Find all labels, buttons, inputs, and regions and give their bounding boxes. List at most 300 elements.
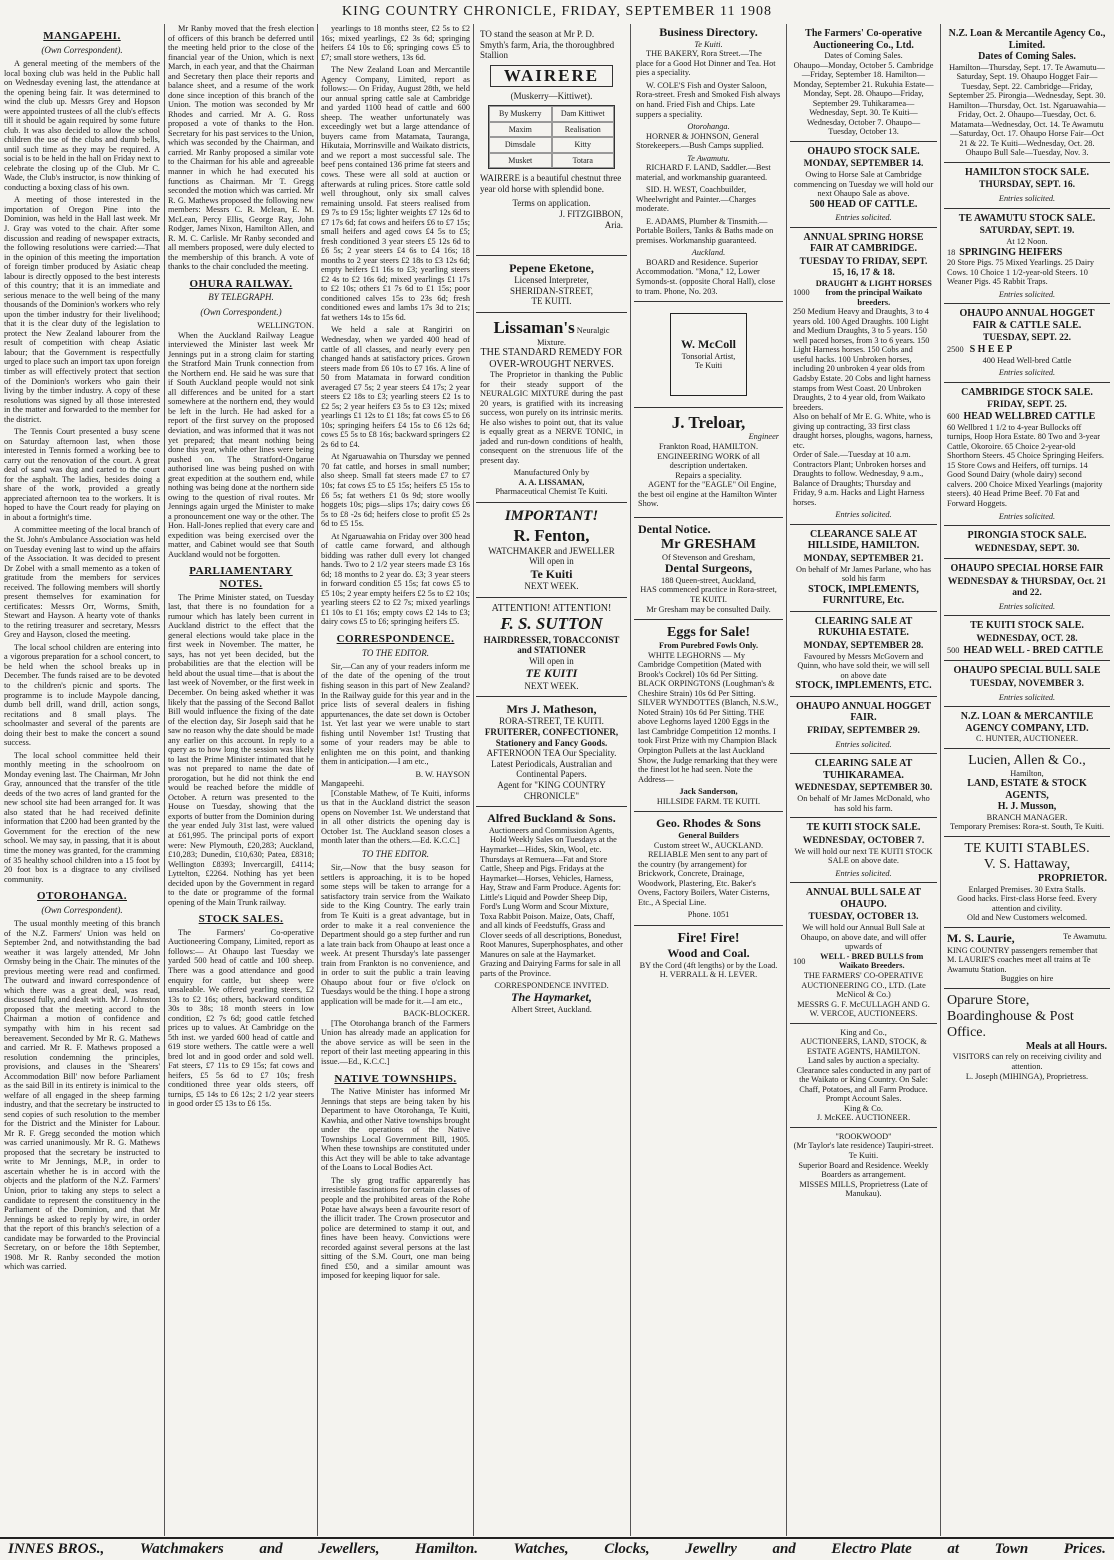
ad-text: Aria. [604,219,623,230]
footer-word: at [947,1541,959,1557]
mccoll-ad [634,302,783,408]
sale-notice [790,818,937,883]
ad-title: "ROOKWOOD" [835,1131,892,1141]
sale-date: THURSDAY, SEPT. 16. [979,180,1075,191]
sale-date: WEDNESDAY, OCTOBER 7. [802,835,925,846]
ad-text: Jack Sanderson, [679,787,738,797]
ad-text: (Muskerry—Kittiwet). [510,90,593,101]
sale-date: WEDNESDAY & THURSDAY, Oct. 21 and 22. [947,576,1107,598]
ad-text: Latest Periodicals, Australian and Continental Papers. [491,758,612,780]
rhodes-ad [634,812,783,926]
sale-text: STOCK, IMPLEMENTS, FURNITURE, Etc. [808,583,919,607]
ad-text: LAND, ESTATE & STOCK AGENTS, [967,778,1087,801]
ad-tagline: THE STANDARD REMEDY FOR OVER-WROUGHT NERVES. [480,347,623,370]
ad-text: KING COUNTRY passengers remember that M. LAURIE'S coaches meet all trains at Te Awamutu Station. [947,945,1098,974]
nzla-header [944,24,1110,163]
ad-title: M. S. Laurie, [947,930,1015,945]
ad-text: WHITE LEGHORNS — My Cambridge Competition (Mated with Brook's Cockrel) 10s 6d Per Sitting. BLACK ORPINGTONS (Loughman's & Cheshire Strain) 10s 6d Per Sitting. SILVER WYNDOTTES (Blanch, N.S.W., Noted Strain) 10s 6d Per Sitting. THE above Leghorns layed 1200 Eggs in the last Cambridge Competition 12 months. I took First Prize with my Champion Black Orpington Pullets at the last Auckland Show, the Judge remarking that they were the finest lot he had seen. Note the Address— [638,650,779,784]
sale-text: MESSRS G. F. McCULLAGH AND G. W. VERCOE, AUCTIONEERS. [797,999,930,1019]
treloar-ad [634,408,783,518]
sale-text: Owing to Horse Sale at Cambridge commencing on Tuesday we will hold our next Ohaupo Sale as above. [793,170,934,199]
sale-text: We will hold our next TE KUITI STOCK SALE on above date. [794,846,933,866]
ad-text: Good hacks. First-class Horse feed. Every attention and civility. [957,894,1097,913]
article-paragraph: Mr Ranby moved that the fresh election of officers of this branch be deferred until the meeting held prior to the close of the financial year of the Union, which is next March, in each year, and that the Chairman and Secretary then place their reports and balance sheet, and a resume of the work done since inception of this branch of the Union. The motion was seconded by Mr Rhodes and carried. Mr A. G. Ross proposed a vote of thanks to the Hon. Secretary for his past services to the Union, which was seconded by the Chairman, and carried. Mr Ranby proposed a similar vote to the Chairman for his able and agreeable manner in which he had executed his functions as Chairman. Mr T. Gregg seconded the motion which was carried. Mr R. G. Mathews proposed the following new members: Messrs C. R. Mclean, E. M. McLean, Percy Ellis, George Ray, John Rodger, James Nixon, Hamilton Allen, and R. M. C. Carlisle. Mr Ranby seconded and all members proposed, were duly elected to the membership of this branch. A vote of thanks to the chair concluded the meeting. [168,24,314,272]
sale-title: OHAUPO ANNUAL HOGGET FAIR & CATTLE SALE. [959,308,1095,331]
ad-text: Old and New Customers welcomed. [966,913,1088,923]
fca-header [790,24,937,142]
sale-title: OHAUPO STOCK SALE. [807,145,920,157]
sale-notice [944,616,1110,661]
article-paragraph: The sly grog traffic apparently has irresistible fascinations for certain classes of people and the prohibited areas of the Rohe Potae have always been a favourite resort of the illicit trader. The Crown prosecutor and police are determined to stamp it out, and fines have been heavy. Convictions were recorded against several persons at the last sitting of the S.M. Court, one man being fined £50, and a similar amount was imposed for keeping liquor for sale. [321,1175,470,1281]
ad-text: FRUITERER, CONFECTIONER, Stationery and Fancy Goods. [484,726,619,748]
ad-text: PROPRIETOR. [1038,873,1107,885]
ad-title: J. Treloar, [671,412,746,432]
sale-text: THE FARMERS' CO-OPERATIVE AUCTIONEERING CO., LTD. (Late McNicol & Co.) [801,970,926,1000]
sale-notice [790,228,937,525]
sale-notice [790,697,937,754]
article-paragraph: The Native Minister has informed Mr Jennings that steps are being taken by his Department to have Otorohanga, Te Kuiti, Kawhia, and other Native townships brought under the operations of the Native Townships Local Government Bill, 1905. When these townships are constituted under this Act they will be able to take advantage of the Loans to Local Bodies Act. [321,1087,470,1173]
correspondent-line: (Own Correspondent). [41,904,123,915]
entries-solicited: Entries solicited. [998,511,1056,521]
ad-text: 188 Queen-street, Auckland, [661,575,756,585]
footer-word: Jewellers, [318,1541,380,1557]
sale-date: TUESDAY, OCTOBER 13. [808,912,919,923]
ad-text: TO stand the season at Mr P. D. Smyth's farm, Aria, the thoroughbred Stallion [480,29,615,61]
rookwood-ad [790,1128,937,1203]
pepene-ad [476,256,627,313]
column-7 [944,24,1110,1534]
sale-title: CLEARANCE SALE AT HILLSIDE, HAMILTON. [807,528,920,552]
sale-notice [944,304,1110,382]
dateline: WELLINGTON. [257,321,314,331]
eggs-ad [634,620,783,812]
column-6 [790,24,937,1534]
ad-title: Fire! Fire! [677,930,740,946]
article-paragraph: yearlings to 18 months steer, £2 5s to £2 16s; mixed yearlings, £2 3s 6d; springing heifers £4 10s to £6; springing cows £5 to £7; small store wethers, 13s 6d. [321,24,470,62]
column-rule [786,24,787,1536]
sale-date: WEDNESDAY, SEPTEMBER 30. [794,783,933,794]
ad-text: HILLSIDE FARM. TE KUITI. [656,796,761,806]
editor-note: [Constable Mathew, of Te Kuiti, informs us that in the Auckland district the season opens on November 1st. We understand that in all other districts the opening day is October 1st. The Auckland season closes a month later than the others.—Ed. K.C.C.] [321,788,470,846]
correspondent-line: (Own Correspondent). [41,44,123,55]
sale-text: On behalf of Mr James McDonald, who has sold his farm. [797,794,930,813]
sale-text: 250 Medium Heavy and Draughts, 3 to 4 years old. 100 Aged Draughts. 100 Light and Medium Draughts, 3 to 5 years. 150 well paced horses, from 3 to 6 years. 150 Light Harness horses. 150 Cobs and useful hacks. 100 Unbroken horses, including 20 unbroken 4 year olds from Gadsby Estate. 20 Cobs and light harness stamps from West Coast. 20 Unbroken Draughts, 2 to 4 year old, from Waikato breeders. [793,307,931,412]
sale-notice [790,525,937,612]
ad-headline: IMPORTANT! [504,507,599,524]
footer-word: Clocks, [604,1541,650,1557]
column-rule [164,24,165,1536]
footer-word: Hamilton. [415,1541,478,1557]
pedigree-cell: Kitty [552,137,615,152]
sale-count: 1000 [793,288,810,298]
ad-text: Hamilton, [1010,768,1044,778]
entries-solicited: Entries solicited. [835,739,892,749]
ad-text: Tonsorial Artist, [681,351,736,361]
pedigree-table [488,105,615,169]
ad-title: Pepene Eketone, [509,261,594,275]
pedigree-cell: Totara [552,153,615,168]
article-paragraph: The New Zealand Loan and Mercantile Agency Company, Limited, report as follows:— On Friday, August 28th, we held our annual spring cattle sale at Cambridge and yarded 1100 head of cattle and 600 sheep. The weather unfortunately was exceedingly wet but a large attendance of buyers came from Matamata, Tauranga, Hikutaia, Morrinsville and Waikato districts, and we report a most successful sale. The beef pens contained 136 prime fat steers and cows. These were all sold at auction or afterwards at ruling prices. Store cattle sold well throughout, only six small calves remaining unsold. Fat steers realised from £9 7s to £9 15s; lighter weights £7 12s 6d to £7 17s 6d; fat cows and heifers £6 to £7 15s; small heifers and aged cows £4 5s to £5; fresh conditioned 3 year steers £5 12s 6d to £6 5s; 2 year steers £4 6s to £4 16s; 18 months to 2 year steers £2 18s to £3 12s 6d; empty heifers £1 16s to £3; yearling steers £2 4s to £2 16s 6d; mixed yearlings £1 17s to £2 10s; others £1 7s 6d to £1 15s; poor conditioned calves 15s to 23s 6d; fresh conditioned ewes and lambs 17s 3d to 21s; fat wethers 14s to 15s 6d. [321,65,470,322]
sale-text: 500 HEAD OF CATTLE. [809,198,918,210]
sale-title: TE AWAMUTU STOCK SALE. [958,212,1096,224]
parliamentary-heading: PARLIAMENTARY NOTES. [189,565,293,591]
fenton-ad [476,503,627,598]
sale-text: 60 Wellbred 1 1/2 to 4-year Bullocks off turnips, Hoop Hora Estate. 80 Two and 3-year Cattle, Okoroire. 65 Choice 2-year-old Shorthorn Steers. 45 Choice Springing Heifers. 15 Store Cows and Heifers, off turnips. 14 Good Sound Dairy (whole dairy) second calvers. 200 Choice Mixed Yearlings (majority steers). 40 Head Prime Beef. 70 Fat and Forward Hoggets. [947,422,1104,508]
column-3 [321,24,470,1534]
sale-text: On behalf of Mr James Parlane, who has sold his farm [795,564,932,584]
sale-count: 600 [947,412,960,422]
sale-notice [790,883,937,1023]
sale-notice [944,209,1110,305]
ad-text: RORA-STREET, TE KUITI. [499,716,604,727]
ad-title: Eggs for Sale! [667,625,750,641]
ad-text: Pharmaceutical Chemist Te Kuiti. [495,487,608,497]
king-ad [790,1024,937,1128]
ad-title: Mrs J. Matheson, [506,702,597,717]
ad-text: L. Joseph (MIHINGA), Proprietress. [965,1071,1089,1081]
ad-title: R. Fenton, [513,525,590,545]
sale-date: WEDNESDAY, SEPT. 30. [974,543,1080,554]
ad-text: Auctioneers and Commission Agents, [488,825,615,835]
ad-title: TE KUITI STABLES. [964,840,1090,856]
sale-date: MONDAY, SEPTEMBER 14. [803,159,924,170]
letter-signature: B. W. HAYSON [415,769,470,779]
mangapeehi-heading: MANGAPEHI. [43,30,121,42]
ad-text: General Builders [678,831,739,840]
ad-text: N.Z. LOAN & MERCANTILE AGENCY COMPANY, LTD. [960,711,1094,734]
to-editor-line: TO THE EDITOR. [362,647,429,658]
sale-date: TUESDAY, SEPT. 22. [982,333,1072,344]
ad-text: H. VERRALL & H. LEVER. [659,970,758,980]
column-5 [634,24,783,1534]
masthead: KING COUNTRY CHRONICLE, FRIDAY, SEPTEMBER 11 1908 [342,4,772,19]
ad-text: A. A. LISSAMAN, [518,477,585,487]
column-rule [940,24,941,1536]
footer-word: Prices. [1063,1541,1106,1557]
sale-head: HEAD WELLBRED CATTLE [963,411,1096,423]
ad-headline: ATTENTION! ATTENTION! [491,602,612,614]
ad-text: Te Awamutu. [1063,931,1107,941]
pedigree-cell: Dimsdale [489,137,552,152]
sale-count: 500 [947,645,960,655]
sale-head: DRAUGHT & LIGHT HORSES from the principal Waikato breeders. [815,278,932,307]
sale-notice [944,661,1110,707]
sale-notice [944,526,1110,559]
dates-heading: Dates of Coming Sales. [824,51,903,60]
footer-banner [0,1537,1114,1559]
editor-note: [The Otorohanga branch of the Farmers Union has already made an application for the above service as will be seen in the report of their last meeting appearing in this issue.—Ed., K.C.C.] [321,1018,470,1066]
sale-title: OHAUPO SPECIAL HORSE FAIR [950,563,1104,575]
ad-text: Buggies on hire [1000,974,1054,984]
sale-notice [790,612,937,697]
ad-text: Land sales by auction a specialty. Clearance sales conducted in any part of the Waikato or King Country. On Sale: Chaff, Potatoes, and all Farm Produce. Prompt Account Sales. [796,1056,931,1104]
ad-text: Repairs a speciality. [675,470,742,480]
article-paragraph: The Prime Minister stated, on Tuesday last, that there is no foundation for a rumour which has lately been current in Auckland district to the effect that the general elections would take place in the first week in November. The matter, he says, has not yet been decided, but the probabilities are that the election will be held about the usual time—that is about the last week of November, or the first week in December. On being asked whether it was likely that the passing of the Second Ballot Bill would influence the fixing of the date of the election day, Sir Joseph said that he saw no reason why the date should be made any earlier on this account. In reply to a query as to how long the session was likely to last the Prime Minister intimated that he was not prepared to name the date of prorogation, but he did not think the end would be reached before the middle of October. A return was presented to the House on Tuesday, showing that the exports of butter from the Dominion during the year ended July 31st last, were valued at £61,995. The principal ports of export were: New Plymouth, £20,283; Auckland, £10,283; Dunedin, £10,630; Patea, £8318; Wellington £8393; Invercargill, £4114; Lyttelton, £2264. Nothing has yet been decided upon by the Government in regard to the date or programme of the formal opening of the Main Trunk railway. [168,592,314,907]
ad-title: King and Co., [840,1027,887,1037]
letter-paragraph: Sir,—Can any of your readers inform me of the date of the opening of the trout fishing season in this part of New Zealand? In the Railway guide for this year and in the price lists of several dealers in fishing appurtenances, the date set down is October 1st. Yet last year we were unable to start fishing until November 1st! Trusting that some of your readers may be able to enlighten me on this point, and thanking them in anticipation.—I am etc., [321,661,470,767]
letter-place: Mangapeehi. [321,779,365,789]
directory-entry: W. COLE'S Fish and Oyster Saloon, Rora-street. Fresh and Smoked Fish always on hand. Fried Fish and Chips. Late suppers a speciality. [636,80,781,119]
sale-title: CAMBRIDGE STOCK SALE. [961,386,1093,398]
correspondent-line: (Own Correspondent.) [200,306,282,317]
pedigree-cell: Maxim [489,122,552,137]
ad-text: Te Kuiti [530,566,573,581]
ad-text: TE KUITI. [531,296,572,307]
pedigree-cell: Dam Kittiwet [552,106,615,121]
ad-text: NEXT WEEK. [524,680,579,691]
letter-paragraph: Sir,—Now that the busy season for settlers is approaching, it is to be hoped some steps will be taken to arrange for a satisfactory train service from the Waikato side to the King Country. The early train from Te Kuiti is a great advantage, but in order to make it a real convenience the Department should go a step further and run a late train back from Ohaupo at least once a week. At present Thursday's late passenger train from Frankton is no convenience, and in order to suit the public a train leaving Ohaupo about four or five o'clock on Tuesdays would be the thing. I hope a strong application will be made for it.—I am etc., [321,863,470,1006]
town-head: Auckland. [691,248,726,258]
stables-ad [944,837,1110,928]
ad-text: SHERIDAN-STREET, [509,285,594,296]
gresham-ad [634,518,783,620]
entries-solicited: Entries solicited. [998,368,1056,378]
ad-text: RELIABLE Men sent to any part of the country (by arrangement) for Brickwork, Concrete, Drainage, Woodwork, Plastering, Etc. Baker's Ovens, Factory Boilers, Water Cisterns, Etc., A Special Line. [638,850,770,907]
sale-time: At 12 Noon. [1006,237,1048,247]
ad-text: Licensed Interpreter, [514,275,589,286]
oparure-ad [944,989,1110,1085]
sale-text: Order of Sale.—Tuesday at 10 a.m. Contractors Plant; Unbroken horses and Draughts to follow. Wednesday, 9 a.m., Balance of Draughts; Thursday and Friday, 9 a.m. Hacks and Light Harness horses. [793,450,926,507]
fire-ad [634,926,783,985]
ad-text: NEXT WEEK. [524,581,579,592]
ad-text: Hold Weekly Sales on Tuesdays at the Haymarket—Hides, Skin, Wool, etc. Thursdays at Remuera—Fat and Store Cattle, Sheep and Pigs. Fridays at the Haymarket—Horses, Vehicles, Harness, Hay, Straw and Farm Produce. Agents for: Little's Liquid and Powder Sheep Dip, Ford's Lung Worm and Scour Mixture, Toxa Rabbit Poison. Maize, Oats, Chaff, and all kinds of Feedstuffs, Grass and Clover seeds of all descriptions, Bonedust, Root Manures, Superphosphates, and other Manures on sale at the Haymarket. Grazing and Dairying Farms for sale in all parts of the Province. [480,835,623,978]
ad-title: Geo. Rhodes & Sons [656,816,761,831]
correspondence-heading: CORRESPONDENCE. [336,632,455,645]
entries-solicited: Entries solicited. [835,868,892,878]
sale-count: 2500 [947,345,964,355]
sale-date: FRIDAY, SEPT. 25. [987,400,1067,411]
sale-head: SPRINGING HEIFERS [959,246,1063,258]
ad-text: King & Co. [844,1103,883,1113]
ad-text: MISSES MILLS, Proprietress (Late of Manukau). [799,1179,928,1199]
ad-text: The Haymarket, [511,989,592,1004]
sale-head: S H E E P [969,344,1013,356]
footer-word: and [259,1541,283,1557]
directory-entry: RICHARD F. LAND, Saddler.—Best material, and workmanship guaranteed. [636,163,771,182]
article-paragraph: We held a sale at Rangiriri on Wednesday, when we yarded 400 head of cattle of all classes, and nearly every pen changed hands at satisfactory prices. Grown steers made from £6 10s to £7 16s. A line of 50 from Matamata in forward condition averaged £7 5s; 2 year steers £4 17s; 2 year steers £2 18s to £3; yearling steers £2 1s to £2 5s; 2 year heifers £3 5s to £3 12s; mixed yearlings £1 12s to £1 18s; fat cows £5 to £6 10s; springing heifers £4 15s to £6 12s 6d; cows £5 5s to £8 16s; backward springers £2 2s 6d to £4. [321,325,470,449]
article-paragraph: At Ngaruawahia on Thursday we penned 70 fat cattle, and horses in small number; also sheep. Small fat steers made £7 to £7 10s; fat cows £5 to £5 15s; heifers £5 15s to £6 5s; fat wethers £1 0s 9d; store woolly hoggets 10s; pigs—slips 17s; dairy cows £6 5s to £8 -2s 6d; heifers close to profit £5 2s 6d to £5 15s. [321,452,470,529]
sale-notice [944,559,1110,616]
ad-headline: Dental Notice. [638,521,711,536]
ad-text: BRANCH MANAGER. [986,812,1068,822]
sale-title: TE KUITI STOCK SALE. [970,620,1084,632]
sale-title: TE KUITI STOCK SALE. [806,822,921,834]
column-2 [168,24,314,1534]
sale-text: Also on behalf of Mr E. G. White, who is giving up contracting, 33 first class draught horses, ploughs, wagons, harness, etc. [793,412,933,450]
article-paragraph: The Farmers' Co-operative Auctioneering Company, Limited, report as follows:— At Ohaupo last Tuesday we yarded 500 head of cattle and 100 sheep. There was a good attendance and good enquiry for cattle, but sheep were unsaleable. We offered yearling steers, £2 13s to £2 16s; others, backward condition 30s to 38s; 18 month steers in low condition, £2 7s 6d; good cattle fetched prices up to values. At Cambridge on the 5th inst. we yarded 600 head of cattle and 619 store wethers. The cattle were a well bred lot and in good order and sold well. Fat steers, £7 11s to £9 15s; fat cows and heifers, £5 5s 6d to £7 10s; fresh conditioned three year olds steers, off turnips, £5 14s to £6 12s; 2 1/2 year steers in good order £5 13s to £6 15s. [168,927,314,1109]
ad-text: AUCTIONEERS, LAND, STOCK, & ESTATE AGENTS, HAMILTON. [800,1037,927,1056]
town-head: Otorohanga. [687,122,730,132]
directory-entry: THE BAKERY, Rora Street.—The place for a Good Hot Dinner and Tea. Hot pies a speciality. [636,49,776,78]
ad-text: Superior Board and Residence. Weekly Boarders as arrangement. [798,1160,929,1180]
ad-text: Agent for "KING COUNTRY CHRONICLE" [497,779,606,801]
ad-title: Lissaman's [493,317,575,337]
otorohanga-heading: OTOROHANGA. [37,890,127,903]
dates-heading: Dates of Coming Sales. [978,51,1076,62]
directory-entry: HORNER & JOHNSON, General Storekeepers.—Bush Camps supplied. [636,131,764,151]
sale-title: ANNUAL BULL SALE AT OHAUPO. [805,887,922,910]
ad-title: F. S. SUTTON [500,614,603,634]
article-paragraph: The Tennis Court presented a busy scene on Saturday afternoon last, when those interested in Tennis formed a working bee to carry out the renovation of the court. A great deal of sand was dug and carted to the court for the asphalt. The ladies, besides doing a share of the work, provided a greatly appreciated afternoon tea to the workers. It is hoped to have the Court ready for playing on in about a fortnight's time. [4,427,160,522]
ad-text: The Proprietor in thanking the Public for their steady support of the NEURALGIC MIXTURE during the past 20 years, is gratified with its increasing success, won purely on its intrinsic merits. He also wishes to point out, that its value is equally great as a NERVE TONIC, in jaded and run-down conditions of health, consequent on the strenuous life of the present day. [480,370,623,465]
sutton-ad [476,598,627,697]
ad-text: Mr Gresham may be consulted Daily. [646,604,771,614]
sale-text: Favoured by Messrs McGovern and Quinn, who have sold their, we will sell on above date [797,651,930,680]
entries-solicited: Entries solicited. [835,213,892,223]
ad-text: AFTERNOON TEA Our Speciality. [486,748,617,759]
letter-signature: BACK-BLOCKER. [403,1009,470,1019]
sale-title: CLEARING SALE AT TUHIKARAMEA. [814,758,913,781]
buckland-ad [476,807,627,1019]
footer-word: Electro Plate [831,1541,912,1557]
sale-text: 20 Store Pigs. 75 Mixed Yearlings. 25 Dairy Cows. 10 Choice 1 1/2-year-old Steers. 10 Weaner Pigs. 45 Rabbit Traps. [947,258,1095,287]
footer-word: Town [994,1541,1029,1557]
ad-text: VISITORS can rely on receiving civility and attention. [952,1052,1102,1071]
ad-title: Lucien, Allen & Co., [968,752,1086,768]
sale-notice [944,163,1110,209]
footer-word: and [772,1541,796,1557]
pedigree-cell: Realisation [552,122,615,137]
sale-notice [944,383,1110,526]
telegraph-line: BY TELEGRAPH. [208,292,274,303]
sale-date: TUESDAY TO FRIDAY, SEPT. 15, 16, 17 & 18. [799,256,928,278]
article-paragraph: A meeting of those interested in the importation of Oregon Pine into the Dominion, was held in the Hall last week. Mr J. Gray was voted to the chair. After some discussion and reading of newspaper extracts, the following resolutions were carried:—That in the opinion of this meeting the importation of foreign timber produced by Asiatic cheap labour is directly opposed to the best interests of this country; that it is an immediate and serious menace to the well being of the many thousands of the Dominion's workers who rely upon the timber industry for their livelihood; that it is the clear duty of the legislation to protect the New Zealand labourer from the result of competition with cheap Asiatic labour; that the Government is respectfully urged to place such an import tax upon foreign timber as will effectively protect that section of the Dominion's workers who gain their living by the timber industry. A copy of these resolutions was signed by all those interested in the matter and forwarded to the member for the district. [4,195,160,424]
sale-title: CLEARING SALE AT RUKUHIA ESTATE. [814,615,913,639]
directory-entry: BOARD and Residence. Superior Accommodation. "Mona," 12, Lower Symonds-st. (opposite Choral Hall), close to tram. Phone, No. 203. [636,257,776,296]
ad-text: J. FITZGIBBON, [559,209,623,220]
ad-text: Phone. 1051 [687,910,730,920]
ad-text: TE KUITI [525,666,578,681]
sale-notice [790,142,937,228]
ad-text: AGENT for the "EAGLE" Oil Engine, the best oil engine at the Hamilton Winter Show. [638,480,777,509]
ad-box [670,313,747,396]
pedigree-cell: By Muskerry [489,106,552,121]
sale-date: MONDAY, SEPTEMBER 28. [803,640,924,651]
directory-entry: SID. H. WEST, Coachbuilder, Wheelwright and Painter.—Charges moderate. [636,185,756,214]
sale-text: STOCK, IMPLEMENTS, ETC. [795,680,932,692]
sale-count: 18 [947,247,956,257]
ad-title: WAIRERE [490,65,613,87]
column-1 [4,24,160,1534]
nzla-footer [944,707,1110,749]
ad-text: BY the Cord (4ft lengths) or by the Load. [639,960,778,970]
sale-text: We will hold our Annual Bull Sale at Ohaupo, on above date, and will offer upwards of [800,923,927,952]
stock-sales-heading: STOCK SALES. [198,913,284,926]
native-townships-heading: NATIVE TOWNSHIPS. [334,1072,457,1085]
sale-head: WELL - BRED BULLS from Waikato Breeders. [820,951,924,971]
sale-title: OHAUPO SPECIAL BULL SALE [953,665,1101,677]
ad-text: WAIRERE is a beautiful chestnut three year old horse with splendid bone. [480,173,622,194]
ad-text: Will open in [529,556,574,567]
ad-text: CORRESPONDENCE INVITED. [494,981,609,991]
laurie-ad [944,928,1110,989]
town-head: Te Kuiti. [694,39,723,49]
dates-list: Hamilton—Thursday, Sept. 17. Te Awamutu—Saturday, Sept. 19. Ohaupo Hogget Fair—Tuesday, Sept. 22. Cambridge—Friday, September 25. Pirongia—Wednesday, Sept. 30. Hamilton—Thursday, Oct. 1st. Ngaruawahia—Friday, Oct. 2. Ohaupo—Tuesday, Oct. 6. Matamata—Wednesday, Oct. 14. Te Awamutu—Saturday, Oct. 17. Ohaupo Horse Fair—Oct 21 & 22. Te Kuiti—Wednesday, Oct. 28. Ohaupo Bull Sale—Tuesday, Nov. 3. [948,62,1106,158]
entries-solicited: Entries solicited. [998,601,1056,611]
lissaman-ad [476,313,627,503]
ad-subtitle: Neuralgic Mixture. [537,325,610,347]
footer-word: Jewellry [685,1541,737,1557]
footer-word: Watches, [513,1541,569,1557]
article-paragraph: The usual monthly meeting of this branch of the N.Z. Farmers' Union was held on September 2nd, and notwithstanding the bad weather it was largely attended, Mr John Ormsby being in the Chair. The minutes of the previous meeting were read and confirmed. The outward and inward correspondence of which there was a great deal, was read, discussed fully, and dealt with. Mr J. Johnston proposed that the meeting accord to the Chairman a motion of confidence and sympathy with him in his recent sad bereavement. Seconded by Mr R. G. Mathews and carried. Mr R. F. Mathews proposed a resolution condemning the principles, provisions, and clauses in the 'Shearers' Accommodation Bill' now before Parliament as the said Bill in its entirety is inimical to the welfare of all engaged in the sheep farming industry, and that the secretary be instructed to send copies of such resolution to the member for the District and the Minister for Labour. Mr R. F. Gregg seconded the motion which was carried unanimously. Mr R. G. Mathews proposed that the secretary be instructed to write to Mr Jennings, M.P., in order to ascertain whether he is in accord with the objects and the platform of the N.Z. Farmers' Union, prior to taking any steps to select a candidate to represent the constituency in the Parliament of the Dominion, and that Mr Jennings be asked to reply by wire, in order that the report of this branch's selection of a candidate may be forwarded to the Provincial Secretary, on or before the 18th September, 1908. Mr R. Ranby seconded the motion which was carried. [4,919,160,1272]
wairere-ad [476,24,627,256]
ad-text: Engineer [748,432,779,442]
entries-solicited: Entries solicited. [998,692,1056,702]
ad-text: Meals at all Hours. [1025,1040,1107,1052]
ad-title: The Farmers' Co-operative Auctioneering Co., Ltd. [805,28,922,51]
column-4 [476,24,627,1534]
sale-count: 100 [793,956,806,966]
entries-solicited: Entries solicited. [998,194,1056,204]
ad-text: Of Stevenson and Gresham, [661,552,756,562]
footer-word: Watchmakers [139,1541,224,1557]
lucien-ad [944,749,1110,837]
ad-text: Manufactured Only by [513,468,590,478]
dates-list: Ohaupo—Monday, October 5. Cambridge—Friday, September 18. Hamilton—Monday, September 21. Rukuhia Estate—Monday, Sept. 28. Ohaupo—Friday, September 29. Tuhikaramea—Wednesday, Sept. 30. Te Kuiti—Wednesday, October 7. Ohaupo—Tuesday, October 13. [793,60,934,137]
sale-text: 400 Head Well-bred Cattle [982,355,1072,365]
ad-text: H. J. Musson, [997,801,1057,813]
sale-title: OHAUPO ANNUAL HOGGET FAIR. [795,700,931,724]
article-paragraph: When the Auckland Railway League interviewed the Minister last week Mr Jennings put in a strong claim for starting the Stratford Main Trunk connection from the Northern end. He said he was sure that if South Auckland people would not sink all differences and be united for a start somewhere at the northern end, they would be left in the lurch. He had asked for a report of the first survey on the proposed deviation, and was informed that it was not yet prepared; that meant nothing being done this year, while other lines were being pushed on. The Stratford-Ongarue authorised line was being pushed on with great expedition at the southern end, while nothing was being done at the northern side owing to the question of rival routes. Mr Jennings again urged the Minister to make a pronouncement one way or the other. The Hon. Hall-Jones replied that every care and expedition was being exercised over the matter, and Cabinet would see that South Auckland would not be forgotten. [168,330,314,559]
matheson-ad [476,697,627,807]
sale-head: HEAD WELL - BRED CATTLE [963,644,1104,656]
article-paragraph: At Ngaruawahia on Friday over 300 head of cattle came forward, and although bidding was rather dull every lot changed hands. Two to 2 1/2 year steers made £3 16s 6d; 18 months to 2 year do. £3; 3 year steers in forward condition £5 15s; fat cows £5 to £5 10s; 2 year empty heifers £2 5s to £2 10s; yearling steers £2 to £2 7s; mixed yearlings £1 10s to £1 16s; empty cows £2 14s to £3; dairy cows £5 to £6; springing heifers £5. [321,531,470,627]
ad-text: WATCHMAKER and JEWELLER [488,545,615,556]
ad-title: Oparure Store, Boardinghouse & Post Office. [947,992,1074,1040]
ad-title: N.Z. Loan & Mercantile Agency Co., Limited. [948,28,1106,51]
ad-text: Custom street W., AUCKLAND. [653,840,764,850]
town-head: Te Awamutu. [687,153,730,163]
ad-text: Dental Surgeons, [664,561,753,576]
sale-title: HAMILTON STOCK SALE. [964,166,1090,178]
directory-entry: E. ADAMS, Plumber & Tinsmith.—Portable Boilers, Tanks & Baths made on premises. Workmanship guaranteed. [636,216,774,245]
ohura-heading: OHURA RAILWAY. [189,277,293,290]
column-rule [317,24,318,1536]
ad-title: V. S. Hattaway, [983,857,1071,873]
sale-date: SATURDAY, SEPT. 19. [979,226,1075,237]
sale-date: TUESDAY, NOVEMBER 3. [970,678,1084,689]
sale-notice [790,754,937,818]
column-rule [630,24,631,1536]
entries-solicited: Entries solicited. [835,510,892,520]
ad-title: Alfred Buckland & Sons. [487,811,616,826]
ad-text: HAS commenced practice in Rora-street, TE KUITI. [640,585,777,605]
ad-text: Will open in [529,655,574,666]
sale-title: PIRONGIA STOCK SALE. [967,530,1087,542]
ad-text: J. McKEE. AUCTIONEER. [816,1113,911,1123]
ad-text: Terms on application. [512,198,591,209]
business-directory [634,24,783,302]
article-paragraph: The local school children are entering into a vigorous preparation for a school concert, to be held when the school breaks up in December. The funds raised are to be devoted to the children's picnic and sports. The programme is to include Maypole dancing, dumb bell drill, wand drill, action songs, recitations and 8 small plays. The schoolmaster and several of the parents are doing their best to make the concert a sound success. [4,642,160,748]
ad-text: (Mr Taylor's late residence) Taupiri-street. Te Kuiti. [793,1141,934,1161]
ad-text: Albert Street, Auckland. [511,1004,592,1014]
to-editor-line: TO THE EDITOR. [362,849,429,860]
footer-word: INNES BROS., [8,1541,105,1557]
ad-text: Frankton Road, HAMILTON. [658,442,759,452]
sale-date: MONDAY, SEPTEMBER 21. [803,553,924,564]
ad-text: ENGINEERING WORK of all description undertaken. [657,451,760,471]
pedigree-cell: Musket [489,153,552,168]
ad-title: Mr GRESHAM [660,536,756,552]
sale-date: WEDNESDAY, OCT. 28. [976,633,1078,644]
ad-text: HAIRDRESSER, TOBACCONIST and STATIONER [483,634,620,656]
ad-text: From Purebred Fowls Only. [658,641,759,651]
ad-title: Business Directory. [659,25,758,39]
article-paragraph: The local school committee held their monthly meeting in the schoolroom on Monday evening last. The Chairman, Mr John Gray, announced that the transfer of the title deeds of the two acres of land granted for the new school site had been arranged for. It was also stated that he had received definite information that £200 had been granted by the Government for the erection of the new school. We may say, in passing, that it is about time the money was granted, for the cramming of 35 healthy school children into a 15 foot by 20 foot box is a disgrace to any civilised community. [4,750,160,884]
sale-date: FRIDAY, SEPTEMBER 29. [807,725,920,736]
sale-title: ANNUAL SPRING HORSE FAIR AT CAMBRIDGE. [803,231,924,255]
ad-text: C. HUNTER, AUCTIONEER. [975,734,1079,744]
